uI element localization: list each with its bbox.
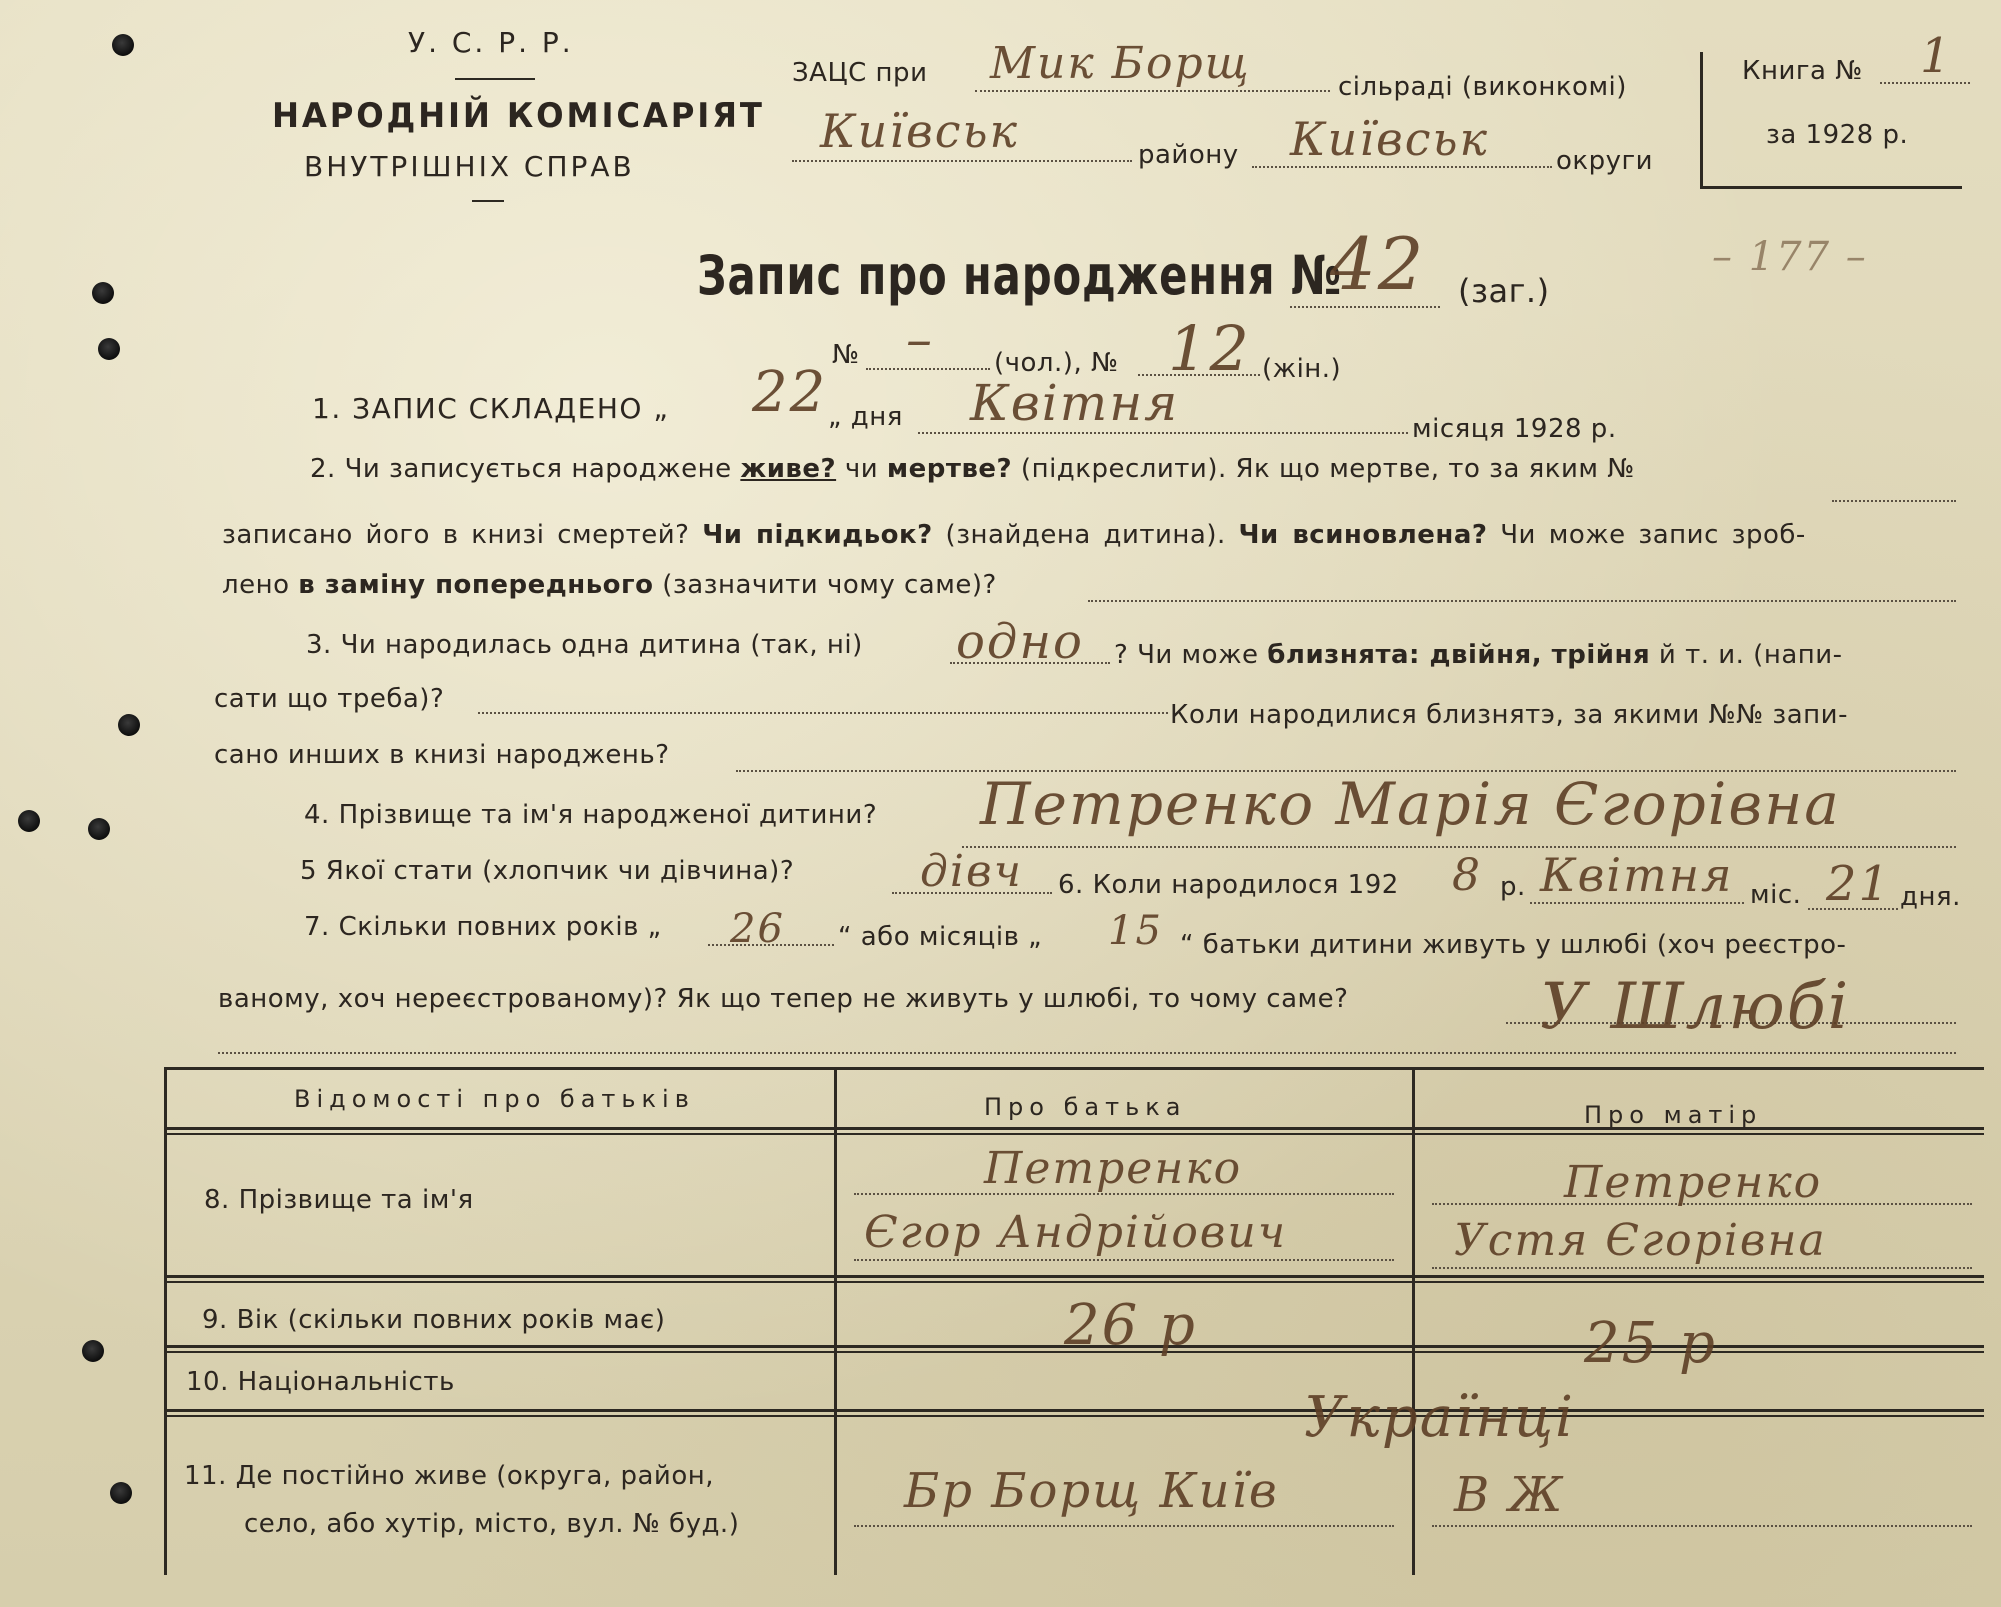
- item7-years: 26: [730, 906, 785, 952]
- item3-text-2: сати що треба)?: [214, 684, 445, 714]
- row8-mother-line: [1432, 1267, 1972, 1269]
- item1-suffix: місяця 1928 р.: [1412, 414, 1617, 444]
- row11-father-line: [854, 1525, 1394, 1527]
- table-row-divider: [164, 1281, 1984, 1283]
- binder-hole: [110, 1482, 132, 1504]
- row8-father-line: [854, 1259, 1394, 1261]
- table-col-divider: [834, 1067, 837, 1575]
- row8-label: 8. Прізвище та ім'я: [204, 1185, 474, 1215]
- item3-text-4: сано инших в книзі народжень?: [214, 740, 670, 770]
- table-header-info: Відомості про батьків: [294, 1085, 695, 1113]
- table-row-divider: [164, 1275, 1984, 1278]
- book-year: за 1928 р.: [1766, 120, 1909, 150]
- row11-father-address: Бр Борщ Київ: [904, 1463, 1279, 1519]
- item1-day: 22: [752, 360, 828, 425]
- row8-father-name: Єгор Андрійович: [864, 1207, 1288, 1258]
- okrug-label: округи: [1556, 146, 1654, 176]
- female-label: (жін.): [1262, 354, 1342, 384]
- table-row-divider: [164, 1409, 1984, 1412]
- item5-label: 5 Якої стати (хлопчик чи дівчина)?: [300, 856, 795, 886]
- item3-text-b: ? Чи може близнята: двійня, трійня й т. и. (напи-: [1114, 640, 1843, 670]
- table-header-mother: Про матір: [1584, 1101, 1763, 1129]
- table-left-border: [164, 1067, 167, 1575]
- row8-mother-surname: Петренко: [1564, 1157, 1823, 1208]
- okrug-value: Київськ: [1290, 112, 1489, 166]
- table-top-border: [164, 1067, 1984, 1070]
- book-box-bottom: [1700, 186, 1962, 189]
- parents-table: [164, 1067, 1984, 1575]
- item3-text-3: Коли народилися близнятэ, за якими №№ запи-: [1170, 700, 1848, 730]
- item6-year: 8: [1452, 850, 1482, 901]
- okrug-field-line: [1252, 166, 1552, 168]
- council-suffix: сільраді (виконкомі): [1338, 72, 1627, 102]
- binder-hole: [118, 714, 140, 736]
- item2-death-number-line: [1832, 500, 1956, 502]
- item2-text-2: записано його в книзі смертей? Чи підкидьок? (знайдена дитина). Чи всиновлена? Чи може запис зроб-: [222, 520, 1806, 550]
- row10-nationality: Українці: [1304, 1385, 1575, 1450]
- item6-month: Квітня: [1540, 848, 1734, 902]
- record-number-line: [1290, 306, 1440, 308]
- item2-alive-option: живе?: [740, 454, 837, 484]
- row9-mother-age: 25 р: [1584, 1311, 1717, 1376]
- item7-label-d: ваному, хоч нереєстрованому)? Як що тепер не живуть у шлюбі, то чому саме?: [218, 984, 1349, 1014]
- item6-year-suffix: р.: [1500, 872, 1526, 902]
- item5-value: дівч: [920, 846, 1023, 897]
- row11-label-2: село, або хутір, місто, вул. № буд.): [244, 1509, 740, 1539]
- table-header-border-2: [164, 1133, 1984, 1135]
- male-label: (чол.), №: [994, 348, 1119, 378]
- row10-label: 10. Національність: [186, 1367, 455, 1397]
- row11-label-1: 11. Де постійно живе (округа, район,: [184, 1461, 715, 1491]
- item3-value: одно: [956, 614, 1084, 670]
- binder-hole: [92, 282, 114, 304]
- record-title: Запис про народження №: [697, 244, 1342, 307]
- header-rule: [455, 78, 535, 80]
- row9-label: 9. Вік (скільки повних років має): [202, 1305, 666, 1335]
- office-prefix: ЗАЦС при: [792, 58, 928, 88]
- district-field-line: [792, 160, 1132, 162]
- item1-day-label: „ дня: [828, 402, 903, 432]
- row11-mother-address: В Ж: [1454, 1467, 1565, 1523]
- item1-month: Квітня: [970, 374, 1180, 432]
- book-box-left: [1700, 52, 1703, 188]
- female-number: 12: [1168, 312, 1251, 385]
- row9-father-age: 26 р: [1064, 1293, 1197, 1358]
- district-value: Київськ: [820, 104, 1019, 158]
- item7-label-b: “ або місяців „: [838, 922, 1043, 952]
- item1-label: 1. ЗАПИС СКЛАДЕНО „: [312, 392, 670, 425]
- district-label: району: [1138, 140, 1239, 170]
- header-rule: [472, 200, 504, 202]
- binder-hole: [88, 818, 110, 840]
- item6-day: 21: [1826, 856, 1892, 912]
- item2-dead-option: мертве?: [886, 454, 1013, 484]
- commissariat-title: НАРОДНІЙ КОМІСАРІЯТ: [272, 96, 765, 136]
- item6-label: 6. Коли народилося 192: [1058, 870, 1399, 900]
- item4-label: 4. Прізвище та ім'я народженої дитини?: [304, 800, 878, 830]
- binder-hole: [98, 338, 120, 360]
- table-row-divider: [164, 1415, 1984, 1417]
- binder-hole: [82, 1340, 104, 1362]
- item4-value-line: [962, 846, 1956, 848]
- binder-hole: [18, 810, 40, 832]
- male-prefix: №: [832, 340, 860, 370]
- item2-reason-line: [1088, 600, 1956, 602]
- item6-month-line: [1530, 902, 1744, 904]
- item7-label-c: “ батьки дитини живуть у шлюбі (хоч реєстро-: [1180, 930, 1847, 960]
- row8-mother-name: Устя Єгорівна: [1454, 1215, 1827, 1266]
- record-number: 42: [1330, 222, 1426, 306]
- council-field-line: [975, 90, 1330, 92]
- department-title: ВНУТРІШНІХ СПРАВ: [304, 150, 635, 183]
- item7-label: 7. Скільки повних років „: [304, 912, 662, 942]
- item7-reason-line-2: [218, 1052, 1956, 1054]
- binder-hole: [112, 34, 134, 56]
- table-header-father: Про батька: [984, 1093, 1187, 1121]
- male-number: –: [906, 310, 934, 370]
- table-col-divider: [1412, 1067, 1415, 1575]
- book-label: Книга №: [1742, 56, 1863, 86]
- item2-text: 2. Чи записується народжене живе? чи мертве? (підкреслити). Як що мертве, то за яким №: [310, 454, 1635, 484]
- item2-text-3: лено в заміну попереднього (зазначити чому саме)?: [222, 570, 997, 600]
- item1-month-line: [918, 432, 1408, 434]
- item6-day-suffix: дня.: [1900, 882, 1961, 912]
- item3-text: 3. Чи народилась одна дитина (так, ні): [306, 630, 863, 660]
- record-general: (заг.): [1458, 272, 1550, 310]
- council-value: Мик Борщ: [990, 38, 1251, 89]
- item4-value: Петренко Марія Єгорівна: [980, 770, 1841, 838]
- item7-months: 15: [1108, 908, 1163, 954]
- item7-value: У Шлюбі: [1540, 970, 1851, 1044]
- item6-month-suffix: міс.: [1750, 880, 1802, 910]
- republic-header: У. С. Р. Р.: [408, 26, 574, 59]
- item3-twins-line: [478, 712, 1168, 714]
- row8-father-surname: Петренко: [984, 1143, 1243, 1194]
- margin-note: – 177 –: [1712, 234, 1868, 280]
- book-number: 1: [1920, 28, 1953, 84]
- row11-mother-line: [1432, 1525, 1972, 1527]
